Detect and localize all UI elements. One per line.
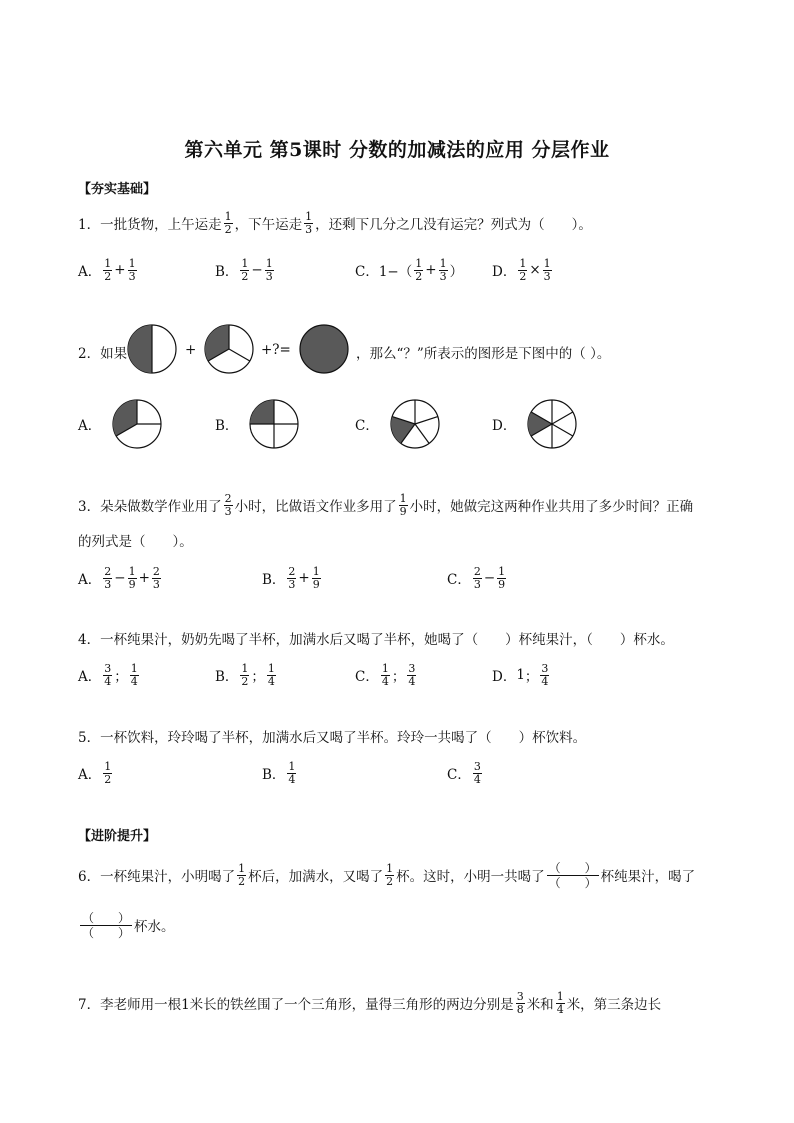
q2-option-b[interactable]: B．: [215, 398, 300, 450]
q7-text-b: 米和: [526, 997, 554, 1013]
q6-text-a: 6．一杯纯果汁，小明喝了: [78, 869, 236, 885]
q4-option-d[interactable]: D． 1 ； $\frac{3}{4}$: [492, 661, 549, 688]
option-b-circle-quarter: [248, 398, 300, 450]
q5-option-c[interactable]: C． $\frac{3}{4}$: [447, 759, 481, 786]
plus-question-equals: +?=: [261, 342, 291, 358]
q6-text-b: 杯后，加满水，又喝了: [248, 869, 384, 885]
q6-text-d: 杯纯果汁，喝了: [600, 869, 696, 885]
q1-option-a[interactable]: A． $\frac{1}{2}$ + $\frac{1}{3}$: [78, 256, 136, 283]
answer-blank-fraction[interactable]: （ ） （ ）: [82, 910, 131, 940]
q5-option-b[interactable]: B． $\frac{1}{4}$: [262, 759, 296, 786]
option-c-circle-fifth: [389, 398, 441, 450]
option-d-circle-sixth: [526, 398, 578, 450]
circle-full-shaded: [298, 323, 350, 375]
q1-text-a: 1．一批货物，上午运走: [78, 217, 222, 233]
q4-option-a[interactable]: A． $\frac{3}{4}$ ； $\frac{1}{4}$: [78, 661, 138, 688]
question-1: [78, 208, 592, 238]
question-2: [78, 323, 718, 375]
q2-option-c[interactable]: C．: [355, 398, 441, 450]
q6-text-c: 杯。这时，小明一共喝了: [396, 869, 545, 885]
option-a-circle-third: [111, 398, 163, 450]
q4-option-b[interactable]: B． $\frac{1}{2}$ ； $\frac{1}{4}$: [215, 661, 275, 688]
question-3: 3．朵朵做数学作业用了 $\frac{2}{3}$ 小时，比做语文作业多用了 $\frac{1}{9}$ 小时，她做完这两种作业共用了多少时间？正确: [78, 491, 694, 518]
q3-text-a: 3．朵朵做数学作业用了: [78, 499, 222, 515]
q3-option-c[interactable]: C． $\frac{2}{3}$ − $\frac{1}{9}$: [447, 564, 506, 591]
q3-option-a[interactable]: A． $\frac{2}{3}$ − $\frac{1}{9}$ + $\frac{2}{3}$: [78, 564, 160, 591]
q7-text-c: 米，第三条边长: [566, 997, 662, 1013]
section-basic: 【夯实基础】: [78, 182, 157, 197]
q3-option-b[interactable]: B． $\frac{2}{3}$ + $\frac{1}{9}$: [262, 564, 320, 591]
q3-text-b: 小时，比做语文作业多用了: [234, 499, 397, 515]
q3-text-c: 小时，她做完这两种作业共用了多少时间？正确: [409, 499, 694, 515]
q2-text-b: ，那么“？”所表示的图形是下图中的（ ）。: [356, 346, 611, 362]
q1-option-c[interactable]: C． 1−（ $\frac{1}{2}$ + $\frac{1}{3}$ ）: [355, 256, 464, 283]
q1-text-c: ，还剩下几分之几没有运完？列式为（ ）。: [315, 217, 592, 233]
circle-third-shaded: [203, 323, 255, 375]
section-advanced: 【进阶提升】: [78, 829, 157, 844]
fraction: $\frac{1}{3}$: [305, 209, 313, 236]
page-title: 第六单元 第5课时 分数的加减法的应用 分层作业: [184, 139, 610, 161]
q7-text-a: 7．李老师用一根1米长的铁丝围了一个三角形，量得三角形的两边分别是: [78, 997, 514, 1013]
q1-text-b: ，下午运走: [234, 217, 303, 233]
q5-option-a[interactable]: A． $\frac{1}{2}$: [78, 759, 112, 786]
circle-half-shaded: [126, 323, 178, 375]
question-6: 6．一杯纯果汁，小明喝了 $\frac{1}{2}$ 杯后，加满水，又喝了 $\frac{1}{2}$ 杯。这时，小明一共喝了 （ ） （ ） 杯纯果汁，喝了: [78, 860, 696, 890]
plus-sign: +: [185, 342, 197, 358]
q4-option-c[interactable]: C． $\frac{1}{4}$ ； $\frac{3}{4}$: [355, 661, 416, 688]
q3-text-d: 的列式是（ ）。: [78, 534, 193, 550]
question-5: 5．一杯饮料，玲玲喝了半杯，加满水后又喝了半杯。玲玲一共喝了（ ）杯饮料。: [78, 730, 587, 746]
q2-text-a: 2．如果: [78, 346, 128, 362]
fraction: $\frac{1}{2}$: [224, 209, 232, 236]
question-7: 7．李老师用一根1米长的铁丝围了一个三角形，量得三角形的两边分别是 $\frac{3}{8}$ 米和 $\frac{1}{4}$ 米，第三条边长: [78, 989, 662, 1016]
q1-option-b[interactable]: B． $\frac{1}{2}$ − $\frac{1}{3}$: [215, 256, 273, 283]
q1-option-d[interactable]: D． $\frac{1}{2}$ × $\frac{1}{3}$: [492, 256, 551, 283]
q6-text-e: 杯水。: [134, 919, 175, 935]
q6-line-2: [78, 910, 175, 940]
q2-option-d[interactable]: D．: [492, 398, 578, 450]
question-4: 4．一杯纯果汁，奶奶先喝了半杯，加满水后又喝了半杯，她喝了（ ）杯纯果汁，（ ）杯水。: [78, 632, 674, 648]
answer-blank-fraction[interactable]: （ ） （ ）: [548, 860, 597, 890]
q2-option-a[interactable]: A．: [78, 398, 163, 450]
